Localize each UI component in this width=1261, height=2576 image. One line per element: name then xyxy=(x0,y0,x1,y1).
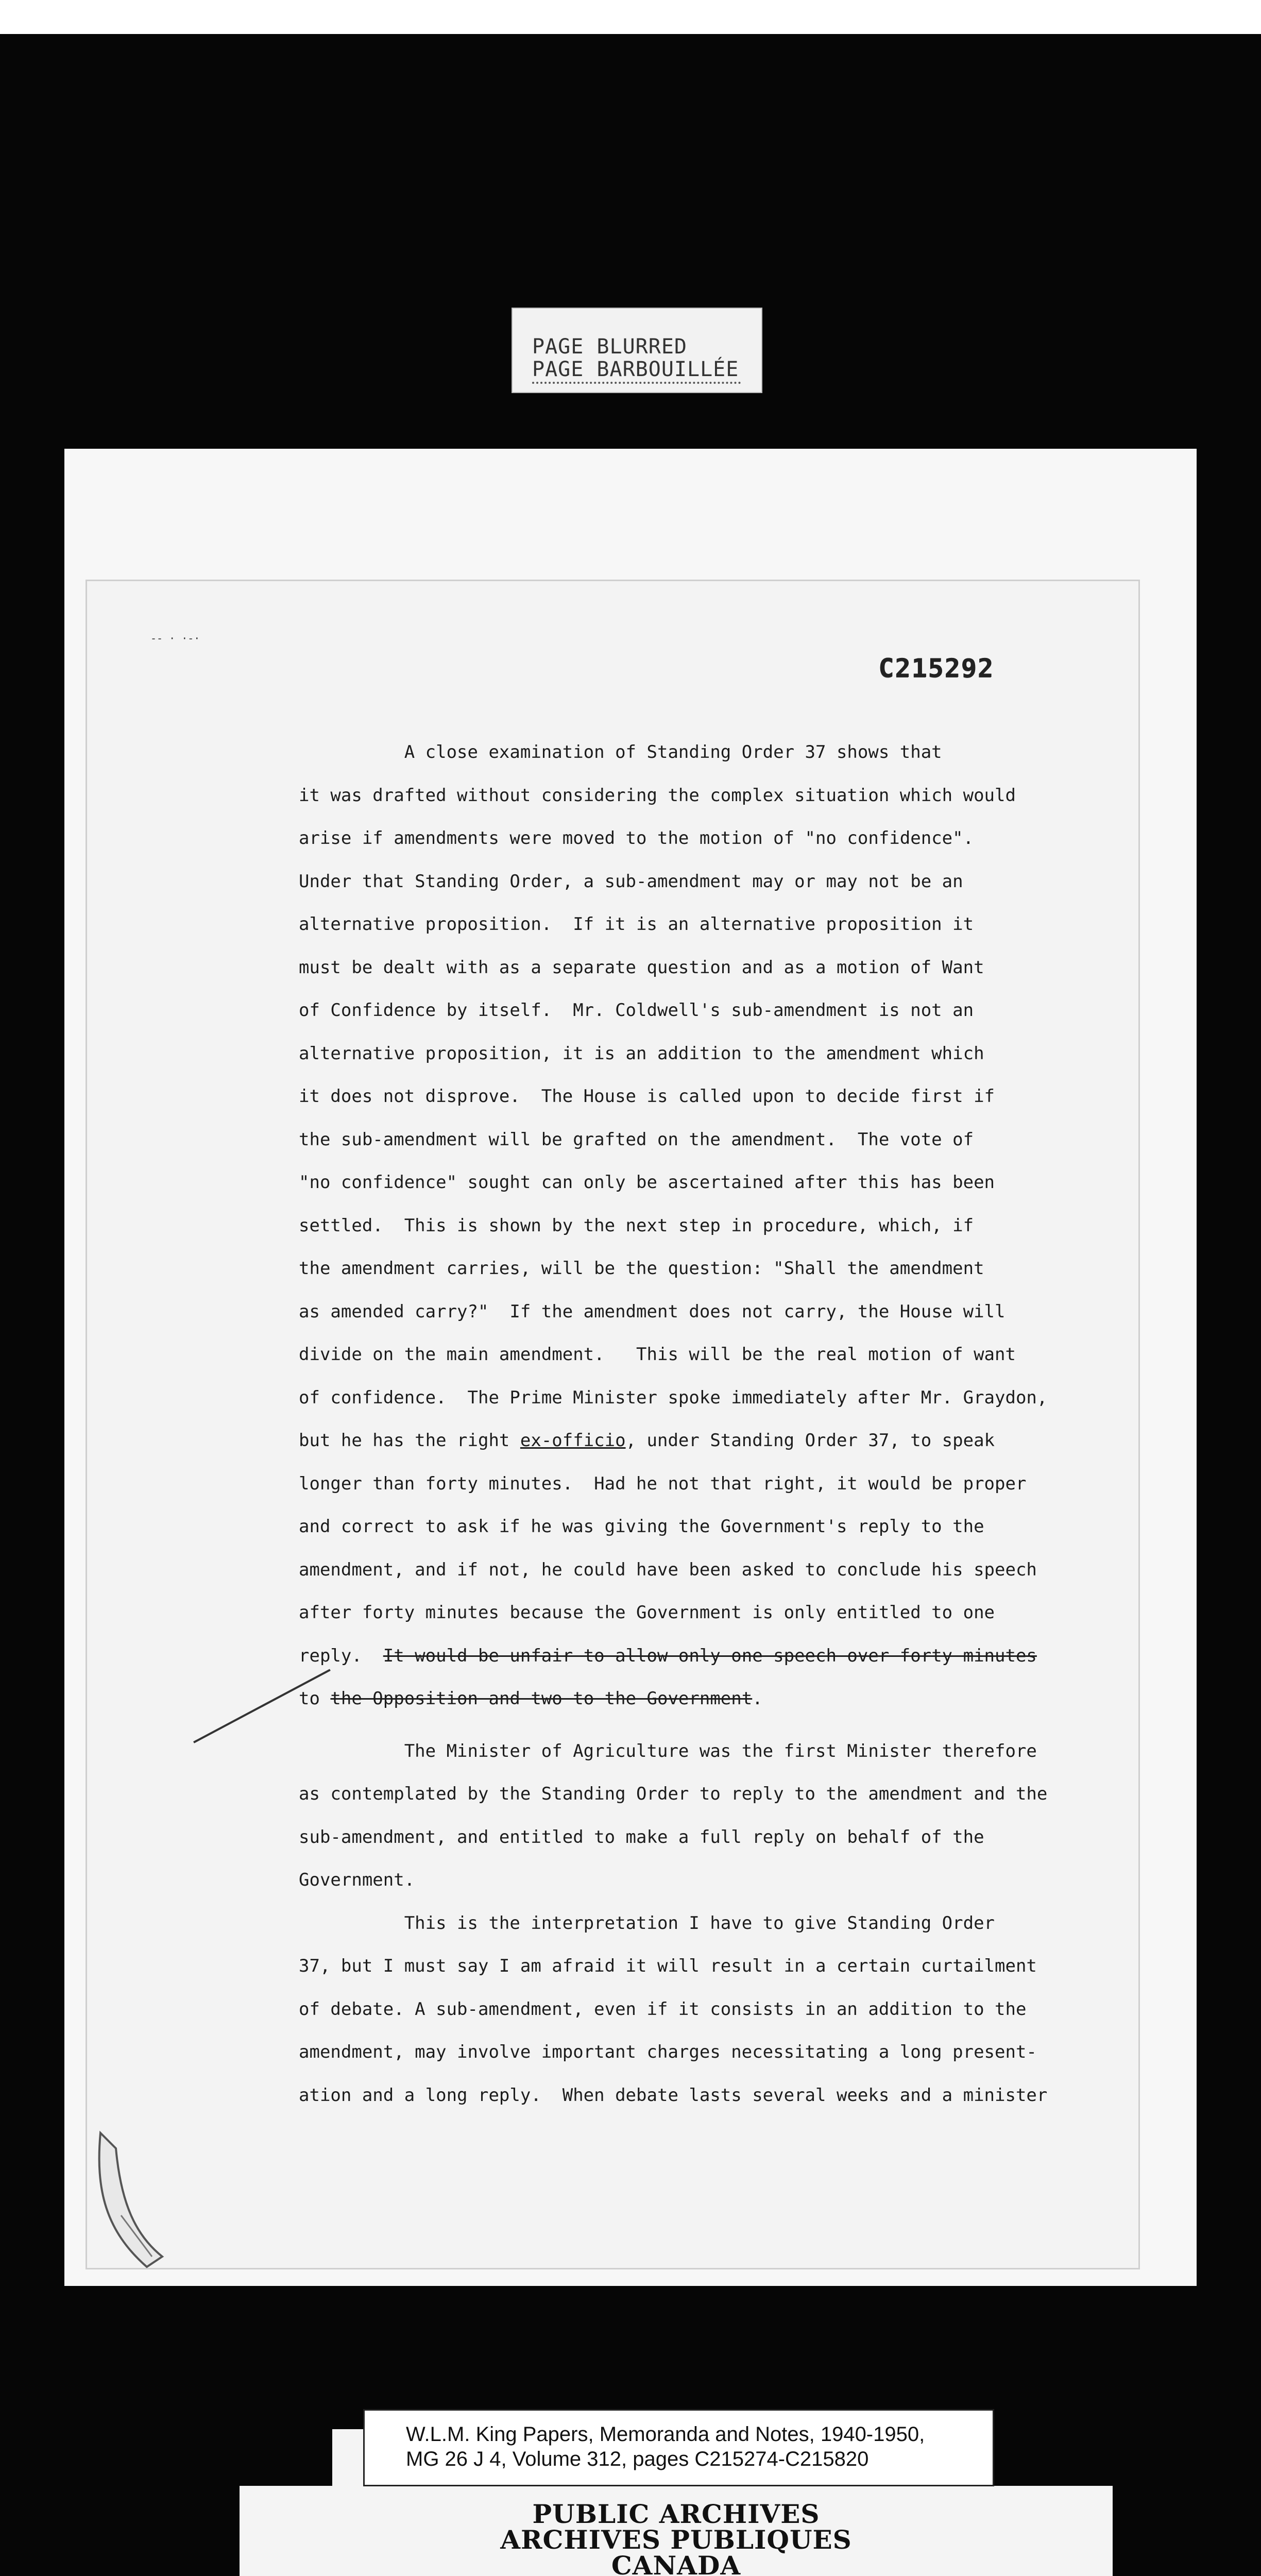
memo-line xyxy=(299,742,942,762)
memo-line-text: amendment, and if not, he could have been asked to conclude his speech xyxy=(299,1559,1037,1580)
memo-line-text: alternative proposition. If it is an alternative proposition it xyxy=(299,914,974,935)
memo-line-text: The Minister of Agriculture was the first Minister therefore xyxy=(299,1740,1037,1761)
memo-line xyxy=(299,1827,984,1848)
memo-line-text: reply. xyxy=(299,1645,383,1666)
memo-line-text: Government. xyxy=(299,1870,415,1890)
stamp-dotted-rule xyxy=(532,382,741,384)
memo-line-text: it was drafted without considering the complex situation which would xyxy=(299,785,1016,806)
memo-line xyxy=(299,914,974,935)
memo-line xyxy=(299,1913,995,1934)
memo-line-text: 37, but I must say I am afraid it will result in a certain curtailment xyxy=(299,1956,1037,1976)
memo-line-text: after forty minutes because the Government is only entitled to one xyxy=(299,1602,995,1623)
memo-line-text: sub-amendment, and entitled to make a full reply on behalf of the xyxy=(299,1826,984,1848)
page-number-stamp: C215292 xyxy=(878,653,994,683)
memo-line xyxy=(299,1999,1026,2020)
memo-line-text: longer than forty minutes. Had he not that right, it would be proper xyxy=(299,1473,1027,1494)
memo-line xyxy=(299,1172,995,1193)
memo-line xyxy=(299,1741,1037,1761)
memo-line-text-tail: , under Standing Order 37, to speak xyxy=(625,1430,995,1451)
memo-line-text: "no confidence" sought can only be ascertained after this has been xyxy=(299,1172,995,1193)
stamp-line-english: PAGE BLURRED xyxy=(532,335,687,359)
memo-line-text: and correct to ask if he was giving the Government's reply to the xyxy=(299,1516,984,1537)
memo-line-text: it does not disprove. The House is called upon to decide first if xyxy=(299,1086,995,1107)
archive-caption xyxy=(240,2501,1113,2576)
struck-through-text: It would be unfair to allow only one speech over forty minutes xyxy=(383,1645,1037,1666)
memo-line xyxy=(299,1344,1016,1365)
memo-line-text: must be dealt with as a separate question and as a motion of Want xyxy=(299,957,984,978)
stamp-line-french: PAGE BARBOUILLÉE xyxy=(532,358,739,381)
archive-line-french: ARCHIVES PUBLIQUES xyxy=(500,2524,852,2555)
memo-line xyxy=(299,1387,1047,1408)
memo-line-text: as contemplated by the Standing Order to reply to the amendment and the xyxy=(299,1784,1048,1804)
memo-line-text: divide on the main amendment. This will be the real motion of want xyxy=(299,1344,1016,1365)
memo-line-text: but he has the right xyxy=(299,1430,520,1451)
memo-line xyxy=(299,2042,1037,2062)
memo-line xyxy=(299,1784,1047,1804)
memo-line-text: the sub-amendment will be grafted on the amendment. The vote of xyxy=(299,1129,974,1150)
archive-line-country: CANADA xyxy=(611,2550,741,2576)
memo-line xyxy=(299,1646,1037,1666)
memo-line xyxy=(299,1258,984,1279)
archive-line-english: PUBLIC ARCHIVES xyxy=(532,2499,820,2529)
reference-label xyxy=(363,2409,994,2486)
memo-line xyxy=(299,1560,1037,1580)
memo-line-text: A close examination of Standing Order 37 shows that xyxy=(299,742,942,762)
memo-line xyxy=(299,1602,995,1623)
memo-line-text: ation and a long reply. When debate lasts several weeks and a minister xyxy=(299,2084,1048,2106)
pin-mark: -- · ·-· xyxy=(150,632,200,645)
memo-line-text: arise if amendments were moved to the motion of "no confidence". xyxy=(299,828,974,849)
memo-line xyxy=(299,1870,415,1890)
memo-line-text: to xyxy=(299,1688,331,1709)
memo-line-text: of confidence. The Prime Minister spoke immediately after Mr. Graydon, xyxy=(299,1387,1048,1408)
memo-line xyxy=(299,1516,984,1537)
memo-line xyxy=(299,1956,1037,1976)
struck-through-text: the Opposition and two to the Government xyxy=(330,1688,753,1709)
memo-line-text: of Confidence by itself. Mr. Coldwell's sub-amendment is not an xyxy=(299,1000,974,1021)
memo-line-text: as amended carry?" If the amendment does not carry, the House will xyxy=(299,1301,1006,1322)
memo-line xyxy=(299,871,963,892)
memo-line-text: alternative proposition, it is an addition to the amendment which xyxy=(299,1043,984,1064)
underlined-term: ex-officio xyxy=(520,1430,626,1451)
memo-line xyxy=(299,1473,1026,1494)
memo-line-text: amendment, may involve important charges necessitating a long present- xyxy=(299,2042,1037,2062)
memo-line-text: of debate. A sub-amendment, even if it consists in an addition to the xyxy=(299,1998,1027,2020)
memo-line-text: Under that Standing Order, a sub-amendment may or may not be an xyxy=(299,871,963,892)
memo-line xyxy=(299,1000,974,1021)
memo-line xyxy=(299,1301,1005,1322)
memo-line xyxy=(299,828,974,849)
memo-line xyxy=(299,1129,974,1150)
memo-line xyxy=(299,1430,995,1451)
memo-line xyxy=(299,1215,974,1236)
reference-line-1: W.L.M. King Papers, Memoranda and Notes, 1940-1950, xyxy=(406,2423,925,2446)
memo-line-text: This is the interpretation I have to give Standing Order xyxy=(299,1912,995,1934)
memo-line-text: the amendment carries, will be the question: "Shall the amendment xyxy=(299,1258,984,1279)
memo-line-text: settled. This is shown by the next step in procedure, which, if xyxy=(299,1215,974,1236)
memo-line xyxy=(299,1688,763,1709)
reference-line-2: MG 26 J 4, Volume 312, pages C215274-C215820 xyxy=(406,2448,869,2470)
memo-line xyxy=(299,957,984,978)
memo-line xyxy=(299,1043,984,1064)
memo-line xyxy=(299,2085,1047,2106)
page-blurred-stamp xyxy=(512,308,762,393)
memo-line-text-tail: . xyxy=(752,1688,763,1709)
curled-page-corner xyxy=(90,2128,167,2277)
memo-line xyxy=(299,785,1016,806)
memo-line xyxy=(299,1086,995,1107)
